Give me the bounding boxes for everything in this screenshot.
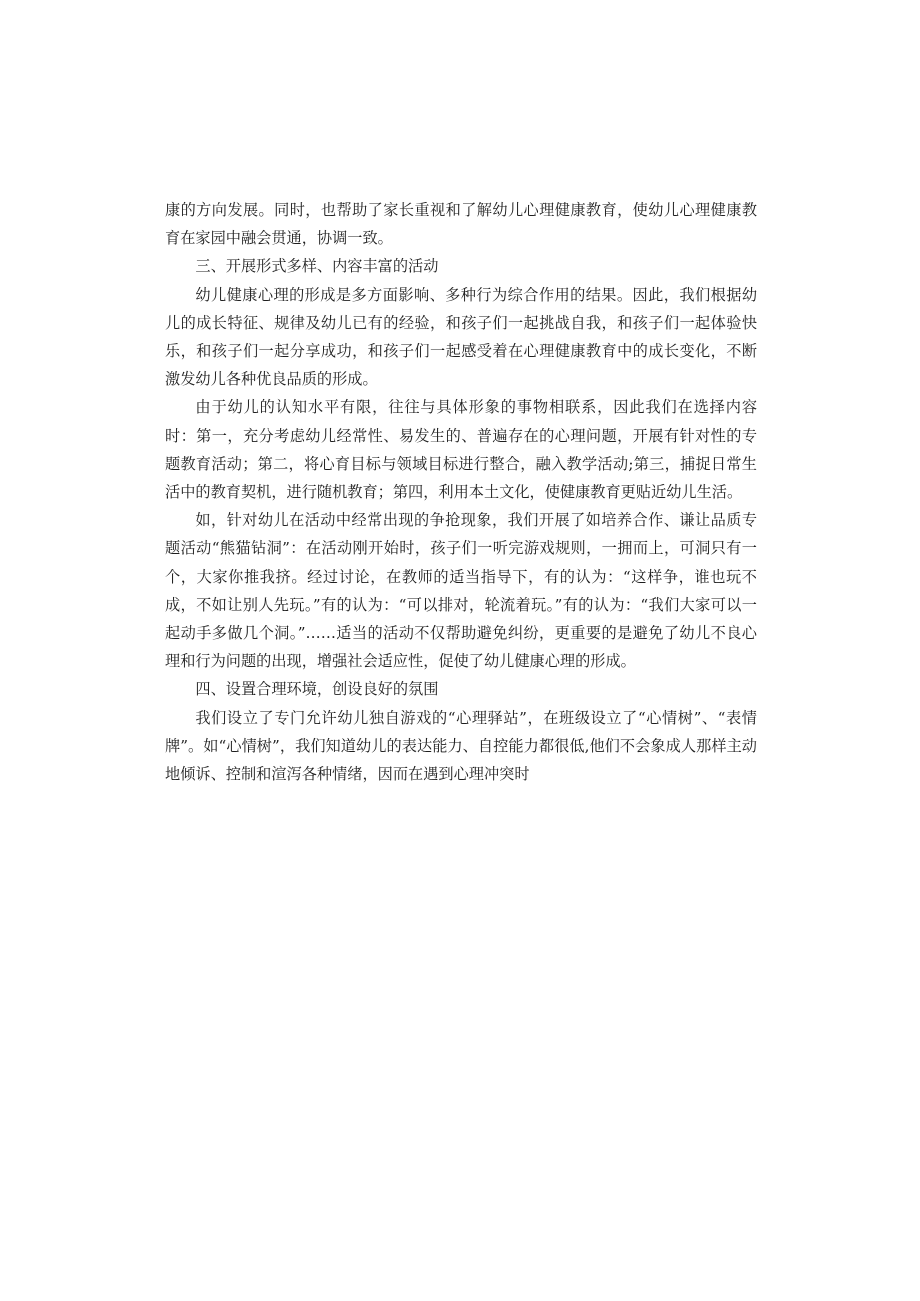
paragraph: 我们设立了专门允许幼儿独自游戏的“心理驿站”，在班级设立了“心情树”、“表情牌”。如“心情树”，我们知道幼儿的表达能力、自控能力都很低,他们不会象成人那样主动地倾诉、控制和渲泻各种情绪，因而在遇到心理冲突时 [165,708,757,784]
section-heading-four: 四、设置合理环境，创设良好的氛围 [195,680,439,699]
paragraph: 由于幼儿的认知水平有限，往往与具体形象的事物相联系，因此我们在选择内容时：第一，充分考虑幼儿经常性、易发生的、普遍存在的心理问题，开展有针对性的专题教育活动；第二，将心育目标与领域目标进行整合，融入教学活动;第三，捕捉日常生活中的教育契机，进行随机教育；第四，利用本土文化，使健康教育更贴近幼儿生活。 [165,398,757,502]
paragraph: 幼儿健康心理的形成是多方面影响、多种行为综合作用的结果。因此，我们根据幼儿的成长特征、规律及幼儿已有的经验，和孩子们一起挑战自我，和孩子们一起体验快乐，和孩子们一起分享成功，和孩子们一起感受着在心理健康教育中的成长变化，不断激发幼儿各种优良品质的形成。 [165,285,757,389]
section-heading-three: 三、开展形式多样、内容丰富的活动 [195,257,439,276]
document-body [165,196,757,788]
paragraph-continuation: 康的方向发展。同时，也帮助了家长重视和了解幼儿心理健康教育，使幼儿心理健康教育在家园中融会贯通，协调一致。 [165,201,757,248]
paragraph: 如，针对幼儿在活动中经常出现的争抢现象，我们开展了如培养合作、谦让品质专题活动“熊猫钻洞”：在活动刚开始时，孩子们一听完游戏规则，一拥而上，可洞只有一个，大家你推我挤。经过讨论，在教师的适当指导下，有的认为：“这样争，谁也玩不成，不如让别人先玩。”有的认为：“可以排对，轮流着玩。”有的认为：“我们大家可以一起动手多做几个洞。”……适当的活动不仅帮助避免纠纷，更重要的是避免了幼儿不良心理和行为问题的出现，增强社会适应性，促使了幼儿健康心理的形成。 [165,511,757,671]
